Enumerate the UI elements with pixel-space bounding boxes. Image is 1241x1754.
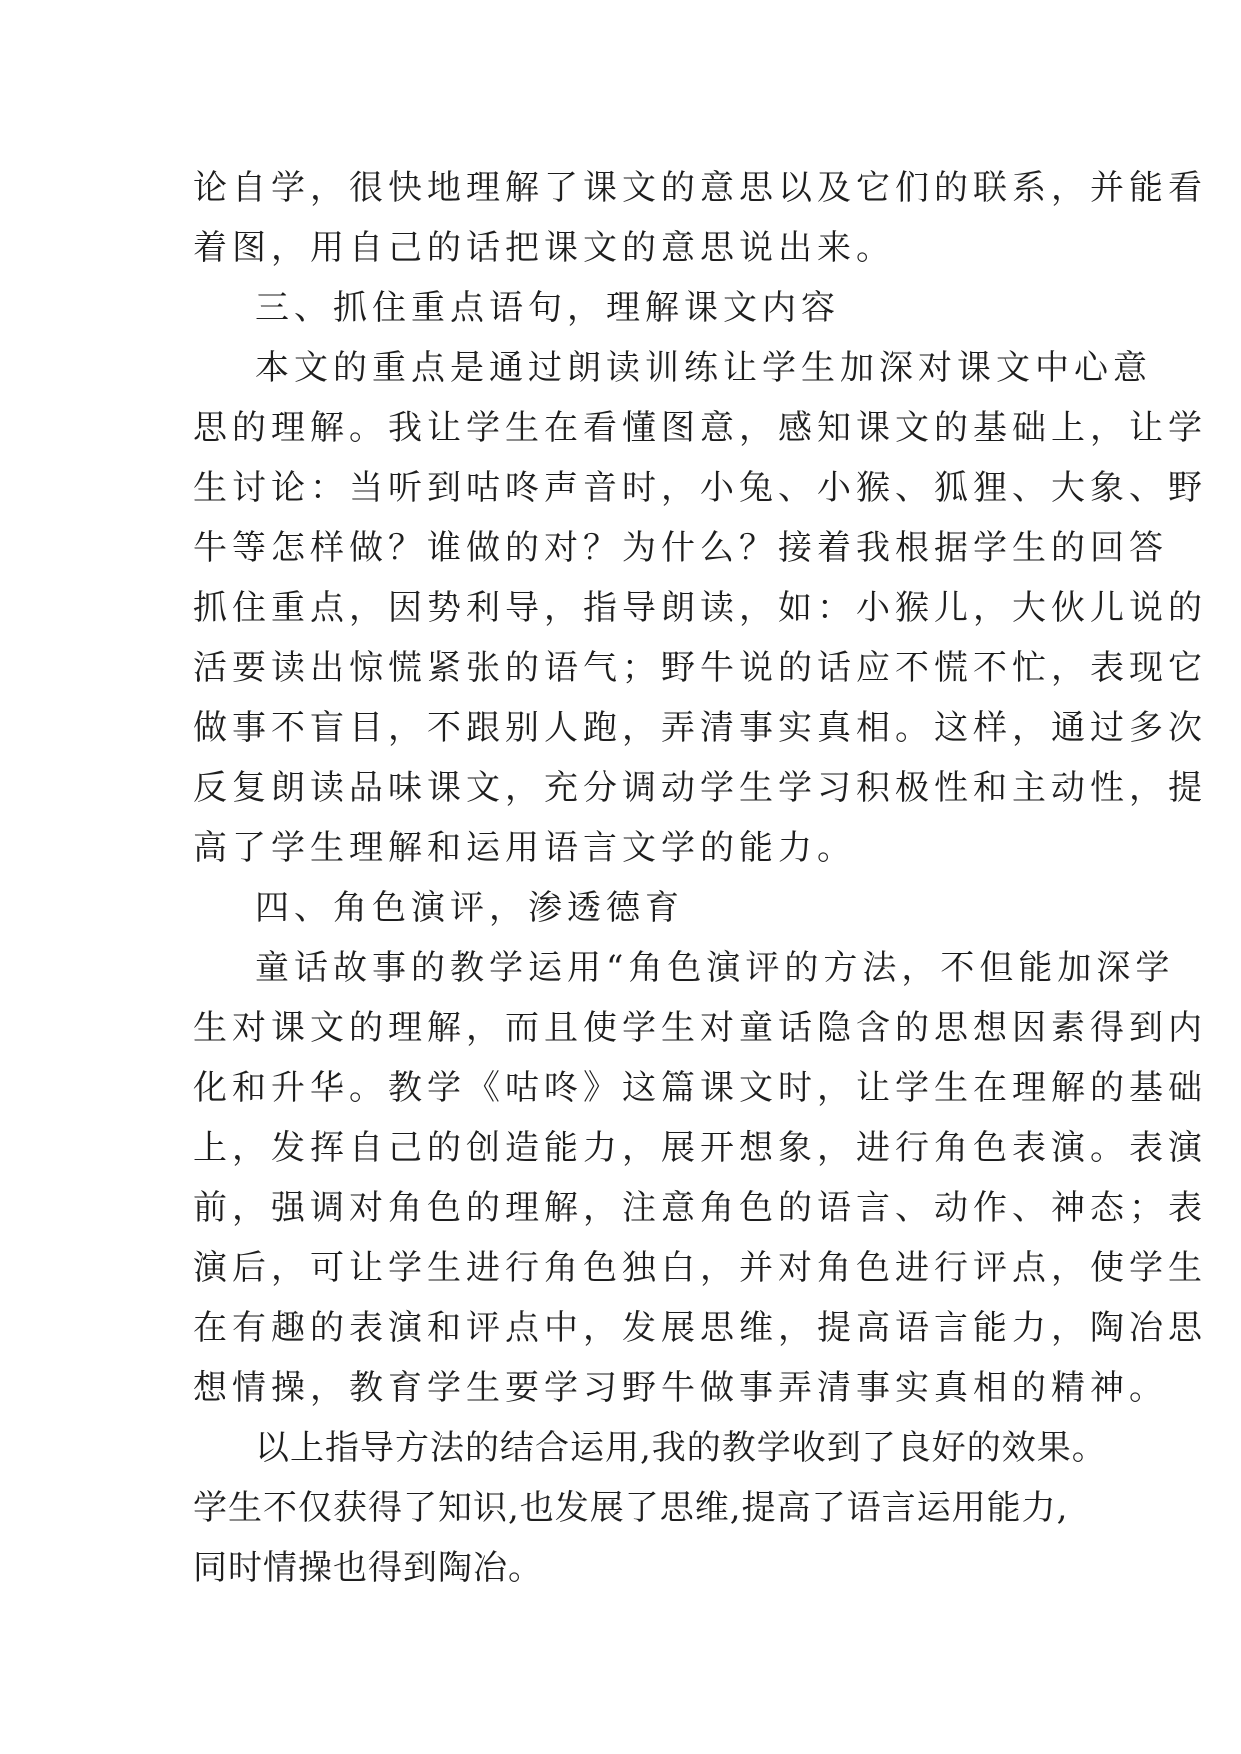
- section-heading: 三、抓住重点语句，理解课文内容: [255, 288, 840, 328]
- text-line: 活要读出惊慌紧张的语气；野牛说的话应不慌不忙，表现它: [193, 648, 1207, 688]
- document-body: [193, 158, 1207, 1598]
- text-line: 着图，用自己的话把课文的意思说出来。: [193, 228, 895, 268]
- text-line: 化和升华。教学《咕咚》这篇课文时，让学生在理解的基础: [193, 1068, 1207, 1108]
- text-line: 思的理解。我让学生在看懂图意，感知课文的基础上，让学: [193, 408, 1207, 448]
- text-line: 牛等怎样做？谁做的对？为什么？接着我根据学生的回答: [193, 528, 1168, 568]
- text-line: 生对课文的理解，而且使学生对童话隐含的思想因素得到内: [193, 1008, 1207, 1048]
- text-line: 做事不盲目，不跟别人跑，弄清事实真相。这样，通过多次: [193, 708, 1207, 748]
- text-line: 论自学，很快地理解了课文的意思以及它们的联系，并能看: [193, 168, 1207, 208]
- text-line: 抓住重点，因势利导，指导朗读，如：小猴儿，大伙儿说的: [193, 588, 1207, 628]
- text-line: 高了学生理解和运用语言文学的能力。: [193, 828, 856, 868]
- text-line: 演后，可让学生进行角色独白，并对角色进行评点，使学生: [193, 1248, 1207, 1288]
- section-heading: 四、角色演评，渗透德育: [255, 888, 684, 928]
- text-line: 生讨论：当听到咕咚声音时，小兔、小猴、狐狸、大象、野: [193, 468, 1207, 508]
- text-line: 童话故事的教学运用“角色演评的方法，不但能加深学: [255, 948, 1175, 988]
- text-line: 前，强调对角色的理解，注意角色的语言、动作、神态；表: [193, 1188, 1207, 1228]
- text-line: 本文的重点是通过朗读训练让学生加深对课文中心意: [255, 348, 1152, 388]
- text-line: 想情操，教育学生要学习野牛做事弄清事实真相的精神。: [193, 1368, 1168, 1408]
- text-line: 以上指导方法的结合运用,我的教学收到了良好的效果。: [255, 1428, 1107, 1468]
- text-line: 上，发挥自己的创造能力，展开想象，进行角色表演。表演: [193, 1128, 1207, 1168]
- text-line: 反复朗读品味课文，充分调动学生学习积极性和主动性，提: [193, 768, 1207, 808]
- text-line: 学生不仅获得了知识,也发展了思维,提高了语言运用能力,: [193, 1488, 1069, 1528]
- text-line: 在有趣的表演和评点中，发展思维，提高语言能力，陶冶思: [193, 1308, 1207, 1348]
- text-line: 同时情操也得到陶冶。: [193, 1548, 543, 1588]
